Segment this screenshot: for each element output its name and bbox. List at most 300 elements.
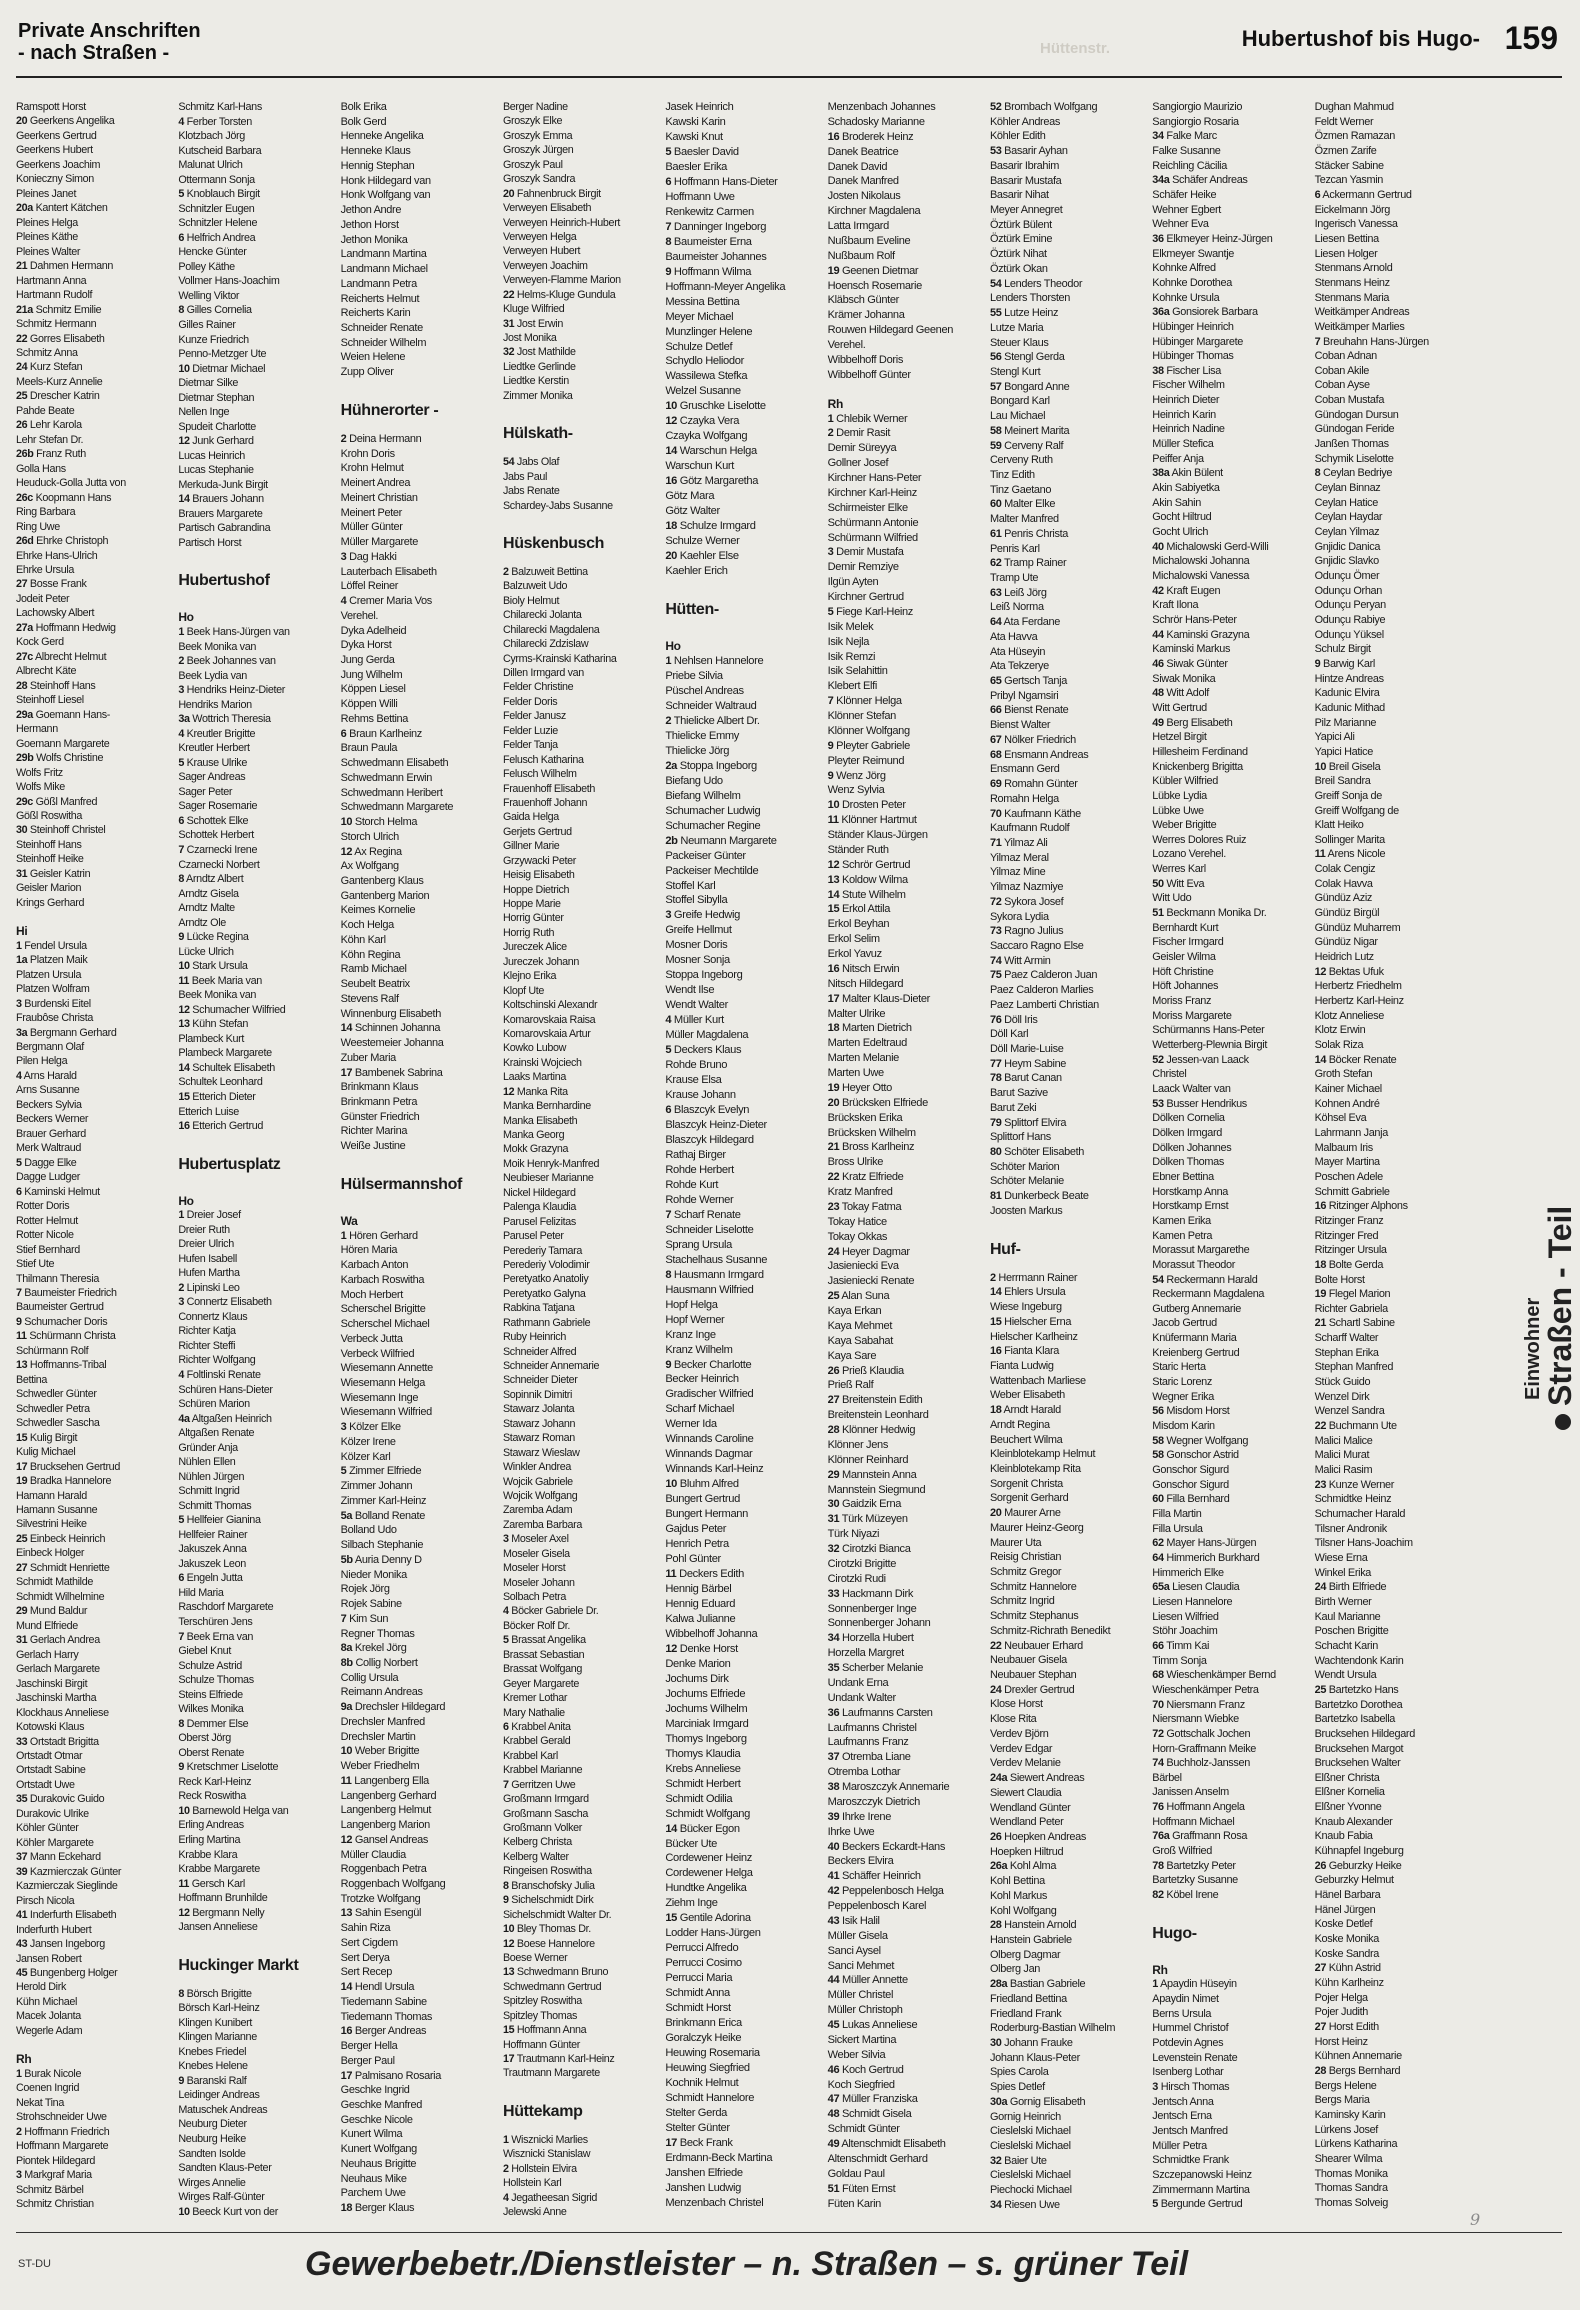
resident-entry: Löffel Reiner: [340, 580, 399, 593]
resident-name: Berg Elisabeth: [1163, 716, 1233, 729]
resident-entry: Dietmar Silke: [178, 377, 239, 390]
resident-entry: Nühlen Jürgen: [178, 1470, 245, 1483]
resident-entry: [16, 201, 172, 215]
resident-entry: Erkol Selim: [827, 933, 880, 946]
resident-entry: Hild Maria: [178, 1586, 224, 1599]
resident-entry: Neuburg Dieter: [178, 2118, 247, 2131]
house-number: 12: [827, 858, 840, 871]
resident-entry: [990, 497, 1146, 512]
resident-entry: [178, 1513, 334, 1528]
house-number: 14: [665, 1822, 678, 1835]
resident-entry: Schneider Renate: [340, 322, 423, 335]
resident-name: Bolte Gerda: [1326, 1258, 1384, 1271]
resident-name: Ehlers Ursula: [1001, 1286, 1066, 1299]
resident-entry: Gilles Rainer: [178, 318, 236, 331]
house-number: 9: [178, 1761, 184, 1774]
resident-entry: Sandten Klaus-Peter: [178, 2162, 272, 2175]
resident-entry: Lehr Stefan Dr.: [16, 433, 84, 446]
resident-entry: Jochums Dirk: [665, 1672, 729, 1685]
resident-entry: Dölken Johannes: [1152, 1141, 1232, 1154]
house-number: 26c: [16, 491, 33, 504]
resident-entry: Gnjidic Slavko: [1314, 555, 1379, 568]
resident-entry: [1315, 1859, 1471, 1874]
resident-entry: [665, 175, 821, 190]
resident-entry: [178, 974, 334, 989]
resident-entry: Götz Mara: [665, 490, 715, 503]
resident-entry: Trotzke Wolfgang: [340, 1892, 421, 1905]
resident-entry: Ziehm Inge: [665, 1897, 718, 1910]
resident-entry: Reicherts Karin: [340, 307, 411, 320]
resident-entry: Müller Margarete: [340, 536, 418, 549]
resident-entry: Wendt Ilse: [665, 984, 715, 997]
resident-entry: Braun Paula: [340, 742, 398, 755]
resident-entry: Jacob Gertrud: [1152, 1317, 1217, 1330]
resident-entry: Laaks Martina: [502, 1071, 566, 1084]
house-number: 62: [1152, 1537, 1164, 1550]
resident-name: Schäfer Andreas: [1169, 174, 1248, 187]
resident-name: Sahin Esengül: [352, 1907, 422, 1920]
resident-entry: [341, 1553, 497, 1568]
resident-entry: [503, 1085, 659, 1099]
resident-name: Koch Gertrud: [839, 2063, 904, 2076]
resident-name: Deckers Edith: [676, 1568, 744, 1581]
resident-name: Trautmann Karl-Heinz: [514, 2053, 615, 2065]
house-number: 17: [665, 2136, 678, 2149]
resident-name: Steinhoff Christel: [27, 824, 106, 837]
resident-entry: Elßner Yvonne: [1314, 1801, 1382, 1814]
resident-entry: Brassat Wolfgang: [502, 1663, 583, 1676]
resident-entry: [665, 1103, 821, 1118]
house-number: 60: [989, 498, 1002, 511]
resident-entry: Schwedmann Gertrud: [502, 1980, 602, 1993]
resident-entry: Laufmanns Franz: [827, 1736, 909, 1749]
resident-entry: [178, 1987, 334, 2002]
resident-entry: Kamen Petra: [1152, 1229, 1213, 1242]
house-number: 16: [1314, 1200, 1327, 1213]
house-number: 30: [827, 1498, 840, 1511]
resident-entry: Kaya Sabahat: [827, 1334, 893, 1347]
resident-entry: Nitsch Hildegard: [827, 977, 904, 990]
resident-entry: Kelberg Christa: [502, 1836, 572, 1849]
resident-entry: [16, 1937, 172, 1951]
resident-entry: Hartmann Rudolf: [16, 289, 93, 302]
resident-entry: Kirchner Magdalena: [827, 205, 921, 218]
resident-name: Hoffmann Angela: [1163, 1801, 1245, 1814]
resident-entry: Lozano Verehel.: [1152, 848, 1226, 861]
resident-name: Schmidt Gisela: [839, 2108, 912, 2121]
resident-entry: Beckers Werner: [16, 1113, 89, 1126]
resident-entry: Langenberg Helmut: [340, 1804, 432, 1817]
resident-name: Gornig Elisabeth: [1007, 2095, 1086, 2108]
house-number: 14: [340, 1981, 353, 1994]
resident-entry: Wibbelhoff Doris: [827, 353, 903, 366]
resident-entry: [16, 1633, 172, 1647]
resident-entry: [1152, 1097, 1308, 1112]
resident-entry: Moriss Franz: [1152, 995, 1212, 1008]
resident-name: Weber Brigitte: [352, 1745, 420, 1758]
resident-entry: Geschke Ingrid: [340, 2084, 410, 2097]
resident-entry: [665, 654, 821, 669]
resident-entry: Becker Heinrich: [665, 1373, 739, 1386]
resident-entry: Rojek Sabine: [340, 1598, 402, 1611]
house-number: 1: [665, 654, 672, 667]
resident-name: Schulze Irmgard: [677, 520, 756, 533]
resident-entry: [341, 727, 497, 742]
resident-entry: Ringeisen Roswitha: [502, 1865, 592, 1878]
resident-entry: [1152, 628, 1308, 643]
resident-name: Drosten Peter: [839, 799, 906, 812]
resident-name: Baier Ute: [1001, 2154, 1047, 2167]
resident-entry: Püschel Andreas: [665, 684, 744, 697]
house-number: 15: [989, 1315, 1002, 1328]
house-number: 26a: [989, 1860, 1008, 1873]
resident-entry: Nühlen Ellen: [178, 1456, 236, 1469]
house-number: 8: [178, 1717, 184, 1730]
resident-entry: [16, 939, 172, 953]
resident-entry: Schmidt Anna: [665, 1987, 730, 2000]
resident-entry: [665, 220, 821, 235]
resident-entry: Konieczny Simon: [16, 173, 94, 186]
directory-column: [16, 100, 172, 2210]
resident-name: Foltlinski Renate: [184, 1368, 261, 1381]
resident-entry: Ceylan Haydar: [1314, 511, 1383, 524]
resident-entry: Pirsch Nicola: [16, 1894, 75, 1907]
resident-entry: Bartetzky Susanne: [1152, 1874, 1238, 1887]
resident-name: Auria Denny D: [352, 1553, 422, 1566]
resident-entry: Stenmans Arnold: [1314, 262, 1393, 275]
house-number: 21: [16, 260, 28, 273]
resident-entry: Klotz Erwin: [1314, 1024, 1366, 1037]
resident-entry: Felder Doris: [502, 695, 558, 708]
resident-entry: Berger Paul: [340, 2054, 395, 2067]
house-number: 18: [665, 520, 678, 533]
resident-entry: Hoffmann Uwe: [665, 190, 735, 203]
house-number: 42: [1152, 584, 1164, 597]
resident-name: Jegatheesan Sigrid: [508, 2191, 597, 2204]
resident-name: Elkmeyer Heinz-Jürgen: [1163, 232, 1273, 245]
resident-entry: Horzella Margret: [827, 1647, 904, 1660]
resident-entry: Gornig Heinrich: [989, 2110, 1061, 2123]
resident-entry: [178, 492, 334, 507]
resident-entry: [16, 491, 172, 505]
resident-name: Horzella Hubert: [839, 1632, 914, 1645]
resident-entry: Cerveny Ruth: [989, 454, 1053, 467]
resident-entry: Hübinger Margarete: [1152, 335, 1243, 348]
house-number: 14: [1314, 1053, 1327, 1066]
resident-name: Beck Frank: [677, 2136, 733, 2149]
resident-entry: [178, 1760, 334, 1775]
resident-name: Arns Harald: [21, 1069, 77, 1082]
resident-entry: Kluge Wilfried: [502, 303, 565, 316]
resident-name: Scharf Renate: [671, 1208, 741, 1221]
resident-entry: Wassilewa Stefka: [665, 370, 748, 383]
resident-entry: Hennig Stephan: [340, 159, 415, 172]
house-number: 6: [16, 1185, 22, 1198]
resident-entry: Solbach Petra: [502, 1591, 566, 1603]
resident-name: Gertsch Tanja: [1001, 675, 1067, 688]
resident-name: Tramp Rainer: [1001, 557, 1067, 570]
resident-entry: Scherschel Michael: [340, 1318, 430, 1331]
resident-entry: [990, 100, 1146, 115]
resident-entry: Janshen Ludwig: [665, 2181, 741, 2194]
resident-name: Wieschenkämper Bernd: [1163, 1669, 1276, 1682]
resident-name: Gottschalk Jochen: [1163, 1727, 1251, 1740]
resident-entry: Schwedler Günter: [16, 1388, 97, 1401]
resident-entry: Beek Monika van: [178, 989, 257, 1002]
resident-entry: Kohnke Alfred: [1152, 262, 1216, 275]
resident-entry: Klockhaus Anneliese: [16, 1706, 109, 1719]
resident-entry: Akin Sabiyetka: [1152, 482, 1220, 495]
resident-entry: Koltschinski Alexandr: [502, 999, 598, 1012]
resident-entry: Einbeck Holger: [16, 1547, 85, 1560]
resident-entry: [503, 1893, 659, 1907]
house-number: 6: [1314, 188, 1321, 201]
resident-name: Kaufmann Käthe: [1001, 807, 1081, 820]
bleed-through-text: Hüttenstr.: [1040, 40, 1111, 57]
resident-name: Kurz Stefan: [27, 361, 83, 374]
house-number: 34: [1152, 130, 1164, 143]
resident-entry: [665, 414, 821, 429]
resident-name: Schürmann Christa: [26, 1330, 116, 1343]
house-number: 23: [827, 1200, 840, 1213]
resident-entry: Schulze Astrid: [178, 1659, 242, 1672]
resident-entry: [178, 727, 334, 742]
house-number: 3: [1152, 2080, 1159, 2093]
resident-name: Palmisano Rosaria: [352, 2069, 441, 2082]
resident-entry: Pilen Helga: [16, 1055, 68, 1068]
house-number: 50: [1152, 877, 1164, 890]
resident-entry: [341, 1980, 497, 1995]
resident-entry: Gonschor Sigurd: [1152, 1464, 1229, 1477]
resident-entry: Inderfurth Hubert: [16, 1923, 92, 1936]
house-number: 81: [989, 1190, 1002, 1203]
resident-entry: Schnitzler Helene: [178, 217, 258, 230]
house-number: 29b: [16, 752, 34, 765]
resident-entry: Sorgenit Christa: [989, 1477, 1063, 1490]
resident-name: Hoffmann Friedrich: [21, 2125, 110, 2138]
house-number: 48: [827, 2108, 840, 2121]
resident-entry: Schulze Thomas: [178, 1674, 254, 1687]
resident-entry: Colak Cengiz: [1314, 863, 1376, 876]
resident-entry: Gerjets Gertrud: [502, 825, 572, 838]
house-number: 32: [502, 346, 515, 359]
resident-name: Klönner Helga: [833, 695, 902, 708]
resident-entry: [341, 1700, 497, 1715]
resident-entry: Bioly Helmut: [502, 594, 560, 607]
resident-entry: Krabbel Marianne: [502, 1764, 583, 1777]
house-number: 7: [502, 1778, 509, 1791]
street-heading: Hüttekamp: [502, 2102, 583, 2120]
directory-column: [178, 100, 334, 2218]
resident-entry: Stäcker Sabine: [1314, 159, 1384, 172]
resident-entry: Nellen Inge: [178, 406, 230, 419]
resident-entry: [828, 2107, 984, 2122]
house-number: 5: [665, 145, 672, 158]
house-number: 11: [827, 814, 839, 827]
house-number: 2: [827, 427, 834, 440]
resident-entry: [1152, 1580, 1308, 1595]
resident-name: Witt Eva: [1163, 877, 1205, 890]
resident-entry: [990, 836, 1146, 851]
resident-entry: [1152, 657, 1308, 672]
resident-entry: [16, 1156, 172, 1170]
resident-name: Isik Halil: [839, 1914, 880, 1927]
resident-entry: [1152, 1668, 1308, 1683]
resident-name: Geisler Katrin: [27, 867, 91, 880]
resident-entry: Basarir Nihat: [989, 189, 1049, 202]
resident-entry: Maurer Uta: [989, 1536, 1042, 1549]
resident-entry: Berger Nadine: [502, 101, 568, 113]
resident-entry: Felusch Wilhelm: [502, 768, 577, 781]
resident-name: Malter Elke: [1001, 498, 1056, 511]
resident-entry: Hübinger Heinrich: [1152, 320, 1234, 333]
resident-entry: [1152, 1551, 1308, 1566]
spacer: [341, 1200, 497, 1206]
resident-entry: Sichelschmidt Walter Dr.: [502, 1908, 612, 1921]
resident-entry: [828, 1393, 984, 1408]
resident-entry: Geisler Marion: [16, 882, 82, 895]
resident-entry: Verweyen Heinrich-Hubert: [502, 216, 621, 229]
resident-name: Otremba Liane: [839, 1751, 911, 1764]
resident-name: Bartetzko Hans: [1326, 1683, 1399, 1696]
house-number: 37: [827, 1751, 840, 1764]
resident-entry: Döll Marie-Luise: [989, 1043, 1064, 1055]
resident-entry: [1315, 2020, 1471, 2035]
resident-entry: Jung Wilhelm: [340, 668, 403, 681]
resident-entry: Verehel.: [340, 609, 379, 622]
resident-entry: Arndtz Malte: [178, 902, 235, 915]
house-number: 75: [989, 969, 1002, 982]
resident-entry: Piontek Hildegard: [16, 2154, 96, 2167]
resident-entry: Biefang Wilhelm: [665, 789, 741, 802]
resident-entry: Zuber Maria: [340, 1051, 396, 1064]
house-number: 3: [178, 1296, 184, 1309]
house-number: 5: [340, 1465, 347, 1478]
resident-entry: Köhn Karl: [340, 933, 386, 946]
resident-entry: Schwedler Petra: [16, 1402, 90, 1415]
resident-name: Meinert Marita: [1001, 424, 1070, 437]
resident-name: Götz Margaretha: [677, 475, 759, 488]
house-number: 35: [827, 1662, 840, 1674]
house-number: 64: [989, 616, 1002, 629]
resident-entry: Trautmann Margarete: [502, 2067, 600, 2080]
resident-entry: [1152, 2197, 1308, 2212]
resident-entry: Pleines Janet: [16, 187, 77, 200]
resident-name: Witt Adolf: [1163, 687, 1209, 700]
resident-entry: Elßner Christa: [1314, 1771, 1380, 1784]
resident-name: Kraft Eugen: [1163, 584, 1221, 597]
house-number: 24: [827, 1245, 840, 1258]
resident-entry: Dyka Horst: [340, 639, 392, 652]
resident-name: Penris Christa: [1001, 527, 1069, 540]
resident-name: Hören Gerhard: [346, 1229, 418, 1242]
resident-entry: Hoffmann Günter: [502, 2038, 580, 2051]
resident-name: Ata Ferdane: [1001, 616, 1060, 629]
resident-entry: [341, 1021, 497, 1036]
directory-column: [665, 100, 821, 2210]
house-number: 3: [340, 550, 347, 563]
house-number: 40: [827, 1840, 840, 1853]
resident-entry: Dagge Ludger: [16, 1171, 81, 1184]
resident-entry: [1152, 1829, 1308, 1844]
resident-name: Schumacher Wilfried: [189, 1003, 286, 1016]
resident-entry: Bolk Gerd: [340, 115, 387, 128]
resident-name: Collig Norbert: [352, 1656, 418, 1669]
resident-entry: Stevens Ralf: [340, 992, 399, 1005]
resident-entry: Hennig Bärbel: [665, 1583, 732, 1596]
resident-entry: Thomas Monika: [1314, 2167, 1388, 2180]
house-number: 17: [340, 1066, 353, 1079]
resident-entry: Jaschinski Birgit: [16, 1677, 88, 1690]
resident-entry: [665, 1567, 821, 1582]
resident-entry: [1315, 466, 1471, 481]
resident-name: Ihrke Irene: [839, 1810, 892, 1823]
resident-entry: [828, 858, 984, 873]
resident-entry: Brinkmann Klaus: [340, 1081, 419, 1094]
resident-entry: Knaub Fabia: [1314, 1830, 1373, 1843]
resident-name: Gaidzik Erna: [839, 1498, 902, 1511]
resident-name: Füten Ernst: [839, 2182, 896, 2195]
resident-entry: [1152, 232, 1308, 247]
resident-entry: Jasieniecki Renate: [827, 1275, 915, 1288]
resident-entry: Schneider Annemarie: [502, 1360, 600, 1372]
resident-entry: Danek Beatrice: [827, 145, 899, 158]
resident-entry: Kotowski Klaus: [16, 1721, 85, 1734]
house-number: 1: [16, 939, 22, 952]
resident-entry: Berger Hella: [340, 2040, 398, 2053]
resident-entry: Klotz Anneliese: [1314, 1009, 1384, 1022]
resident-entry: Bärbel: [1152, 1771, 1182, 1784]
resident-entry: Müller Petra: [1152, 2139, 1207, 2152]
house-number: 16: [827, 130, 840, 143]
resident-entry: Müller Claudia: [340, 1848, 406, 1861]
resident-name: Bross Karlheinz: [839, 1141, 915, 1154]
resident-entry: Gerlach Harry: [16, 1648, 79, 1661]
resident-name: Nölker Friedrich: [1001, 733, 1076, 746]
resident-entry: [16, 1069, 172, 1083]
resident-entry: Felder Christine: [502, 681, 574, 694]
resident-entry: [16, 2067, 172, 2081]
resident-entry: Meyer Michael: [665, 310, 734, 323]
resident-entry: [16, 708, 172, 722]
resident-entry: [828, 1542, 984, 1557]
resident-name: Gonschor Astrid: [1163, 1449, 1239, 1462]
resident-entry: [828, 992, 984, 1007]
resident-entry: [990, 1071, 1146, 1086]
resident-entry: Tokay Hatice: [827, 1215, 887, 1228]
resident-entry: Moseler Horst: [502, 1562, 566, 1575]
resident-entry: Schmitz Gregor: [989, 1566, 1062, 1578]
house-number: 17: [502, 2053, 515, 2065]
house-number: 16: [989, 1345, 1002, 1358]
resident-entry: [828, 545, 984, 560]
resident-entry: Klopf Ute: [502, 984, 545, 997]
resident-name: Breil Gisela: [1326, 760, 1381, 773]
resident-entry: [341, 2201, 497, 2216]
resident-entry: [828, 2063, 984, 2078]
resident-entry: Landmann Michael: [340, 263, 428, 276]
house-number: 5: [178, 756, 184, 769]
house-number: 31: [16, 867, 28, 880]
resident-entry: Stoffel Sibylla: [665, 894, 728, 907]
resident-entry: Kohnen André: [1314, 1097, 1380, 1110]
resident-entry: [178, 1003, 334, 1018]
resident-entry: [1152, 305, 1308, 320]
resident-entry: Greiff Sonja de: [1314, 789, 1382, 802]
resident-name: Thielicke Albert Dr.: [671, 714, 760, 727]
resident-entry: [990, 807, 1146, 822]
house-number: 3: [16, 2169, 22, 2182]
